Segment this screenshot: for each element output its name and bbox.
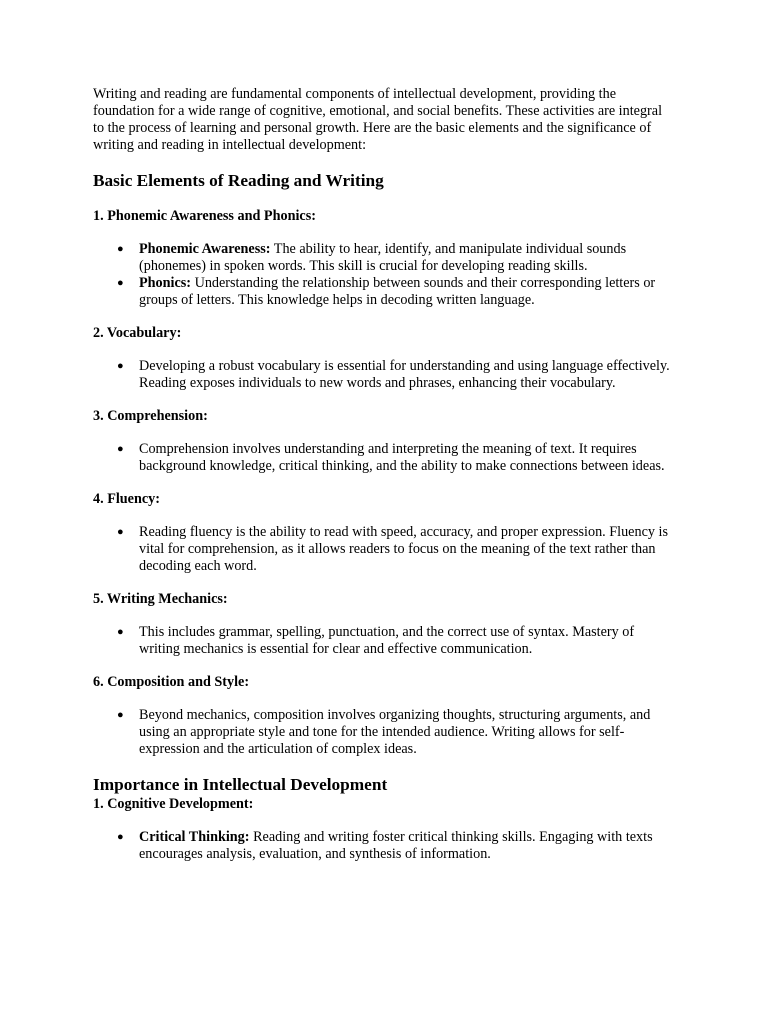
section-heading-importance: Importance in Intellectual Development <box>93 775 388 794</box>
list-item-text: Reading and writing foster critical thinking skills. Engaging with texts encourages analysis, evaluation, and synthesis of information. <box>139 829 653 862</box>
list-item-text: Reading fluency is the ability to read with speed, accuracy, and proper expression. Fluency is vital for comprehension, as it allows readers to focus on the meaning of the text rather than decoding each word. <box>139 524 668 574</box>
list-item-term: Phonics: <box>139 275 192 291</box>
bullet-list <box>93 441 674 475</box>
list-item-text: Comprehension involves understanding and interpreting the meaning of text. It requires background knowledge, critical thinking, and the ability to make connections between ideas. <box>139 441 665 474</box>
bullet-icon: ● <box>117 277 124 289</box>
bullet-icon: ● <box>117 443 124 455</box>
list-item <box>117 829 674 863</box>
subsection-cognitive <box>93 796 674 863</box>
subsection-writing-mechanics <box>93 591 674 658</box>
list-item-term: Critical Thinking: <box>139 829 250 845</box>
list-item-text: Beyond mechanics, composition involves organizing thoughts, structuring arguments, and using an appropriate style and tone for the intended audience. Writing allows for self-expression and the articulation of complex ideas. <box>139 707 651 757</box>
list-item-text: The ability to hear, identify, and manipulate individual sounds (phonemes) in spoken words. This skill is crucial for developing reading skills. <box>139 241 627 274</box>
section-heading-basic-elements: Basic Elements of Reading and Writing <box>93 171 384 190</box>
list-item <box>117 524 674 575</box>
subsection-phonemic <box>93 208 674 309</box>
list-item <box>117 241 674 275</box>
bullet-list <box>93 241 674 309</box>
list-item <box>117 358 674 392</box>
bullet-icon: ● <box>117 360 124 372</box>
bullet-icon: ● <box>117 626 124 638</box>
subsection-fluency <box>93 491 674 575</box>
subsection-title: 6. Composition and Style: <box>93 674 250 690</box>
bullet-icon: ● <box>117 526 124 538</box>
list-item <box>117 624 674 658</box>
subsection-title: 2. Vocabulary: <box>93 325 182 341</box>
bullet-icon: ● <box>117 709 124 721</box>
subsection-title: 4. Fluency: <box>93 491 160 507</box>
subsection-title: 5. Writing Mechanics: <box>93 591 228 607</box>
subsection-comprehension <box>93 408 674 475</box>
bullet-list <box>93 358 674 392</box>
list-item-text: This includes grammar, spelling, punctuation, and the correct use of syntax. Mastery of writing mechanics is essential for clear and effective communication. <box>139 624 635 657</box>
list-item <box>117 707 674 758</box>
list-item <box>117 441 674 475</box>
intro-paragraph: Writing and reading are fundamental components of intellectual development, providing the foundation for a wide range of cognitive, emotional, and social benefits. These activities are integral to the process of learning and personal growth. Here are the basic elements and the significance of writing and reading in intellectual development: <box>93 86 663 153</box>
bullet-list <box>93 707 674 758</box>
subsection-title: 1. Cognitive Development: <box>93 796 254 812</box>
list-item <box>117 275 674 309</box>
list-item-text: Understanding the relationship between sounds and their corresponding letters or groups of letters. This knowledge helps in decoding written language. <box>139 275 656 308</box>
bullet-icon: ● <box>117 831 124 843</box>
subsection-vocabulary <box>93 325 674 392</box>
list-item-term: Phonemic Awareness: <box>139 241 271 257</box>
bullet-list <box>93 829 674 863</box>
bullet-icon: ● <box>117 243 124 255</box>
subsection-title: 1. Phonemic Awareness and Phonics: <box>93 208 316 224</box>
bullet-list <box>93 524 674 575</box>
subsection-title: 3. Comprehension: <box>93 408 208 424</box>
subsection-composition <box>93 674 674 758</box>
bullet-list <box>93 624 674 658</box>
list-item-text: Developing a robust vocabulary is essential for understanding and using language effectively. Reading exposes individuals to new words and phrases, enhancing their vocabulary. <box>139 358 670 391</box>
